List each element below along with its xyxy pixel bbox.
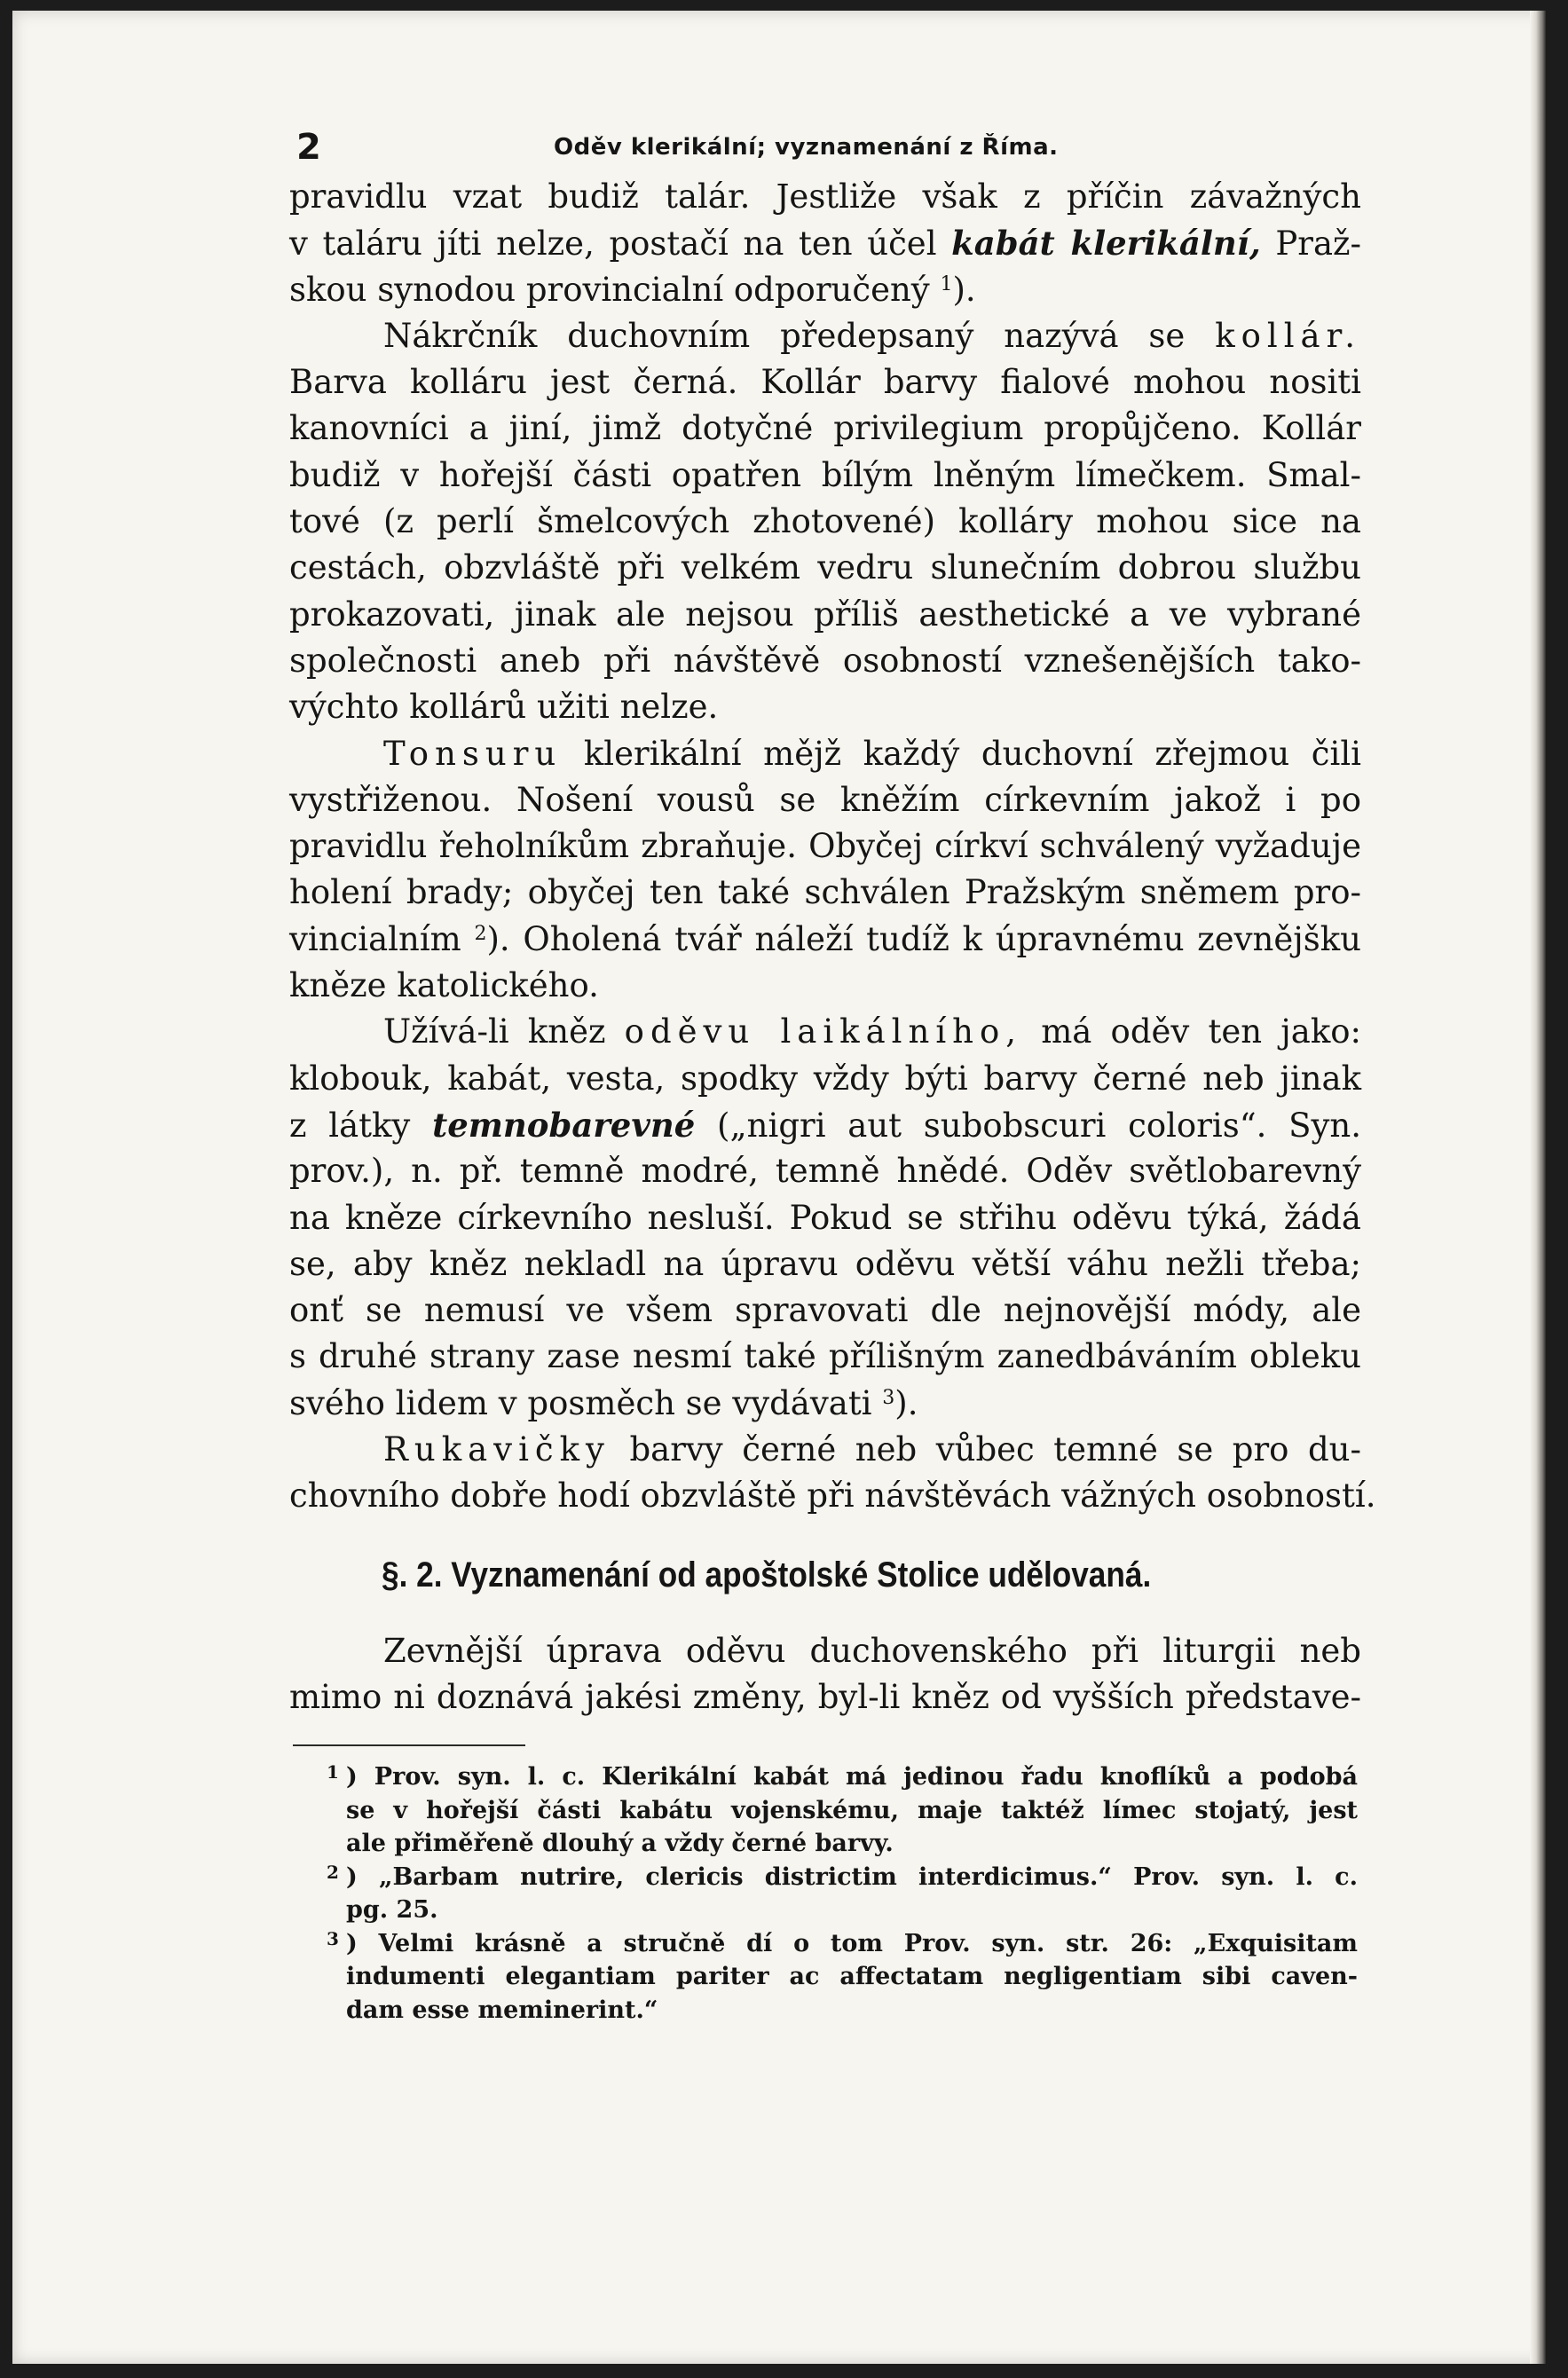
footnote-number: 2: [327, 1861, 339, 1883]
text-line: tové (z perlí šmelcových zhotovené) kolláry mohou sice na: [289, 502, 1361, 541]
text-line: v taláru jíti nelze, postačí na ten účel kabát klerikální, Praž-: [289, 224, 1361, 264]
emphasis-term: kabát klerikální,: [951, 224, 1261, 264]
footnote-line: ale přiměřeně dlouhý a vždy černé barvy.: [346, 1830, 894, 1857]
text-line: Rukavičky barvy černé neb vůbec temné se pro du-: [383, 1430, 1361, 1469]
main-text: [289, 174, 1376, 1520]
emphasis-term: temnobarevné: [432, 1105, 696, 1145]
text-line: výchto kollárů užiti nelze.: [289, 688, 719, 727]
text-line: skou synodou provincialní odporučený $^1$).: [289, 270, 976, 309]
footnote-line: se v hořejší části kabátu vojenskému, maje taktéž límec stojatý, jest: [346, 1796, 1358, 1824]
text-line: vincialním $^2$). Oholená tvář náleží tudíž k úpravnému zevnějšku: [289, 919, 1361, 958]
text-line: prokazovati, jinak ale nejsou příliš aesthetické a ve vybrané: [289, 594, 1361, 634]
spaced-term: Tonsuru: [383, 734, 563, 773]
footnote-number: 3: [327, 1927, 339, 1949]
footnote-ref: 1: [940, 272, 953, 295]
text-line: klobouk, kabát, vesta, spodky vždy býti barvy černé neb jinak: [289, 1059, 1361, 1098]
text-line: pravidlu řeholníkům zbraňuje. Obyčej církví schválený vyžaduje: [289, 827, 1361, 866]
footnote-line: 2 ) „Barbam nutrire, clericis districtim interdicimus.“ Prov. syn. l. c.: [327, 1861, 1358, 1891]
text-line: prov.), n. př. temně modré, temně hnědé. Oděv světlobarevný: [289, 1152, 1361, 1191]
text-line: Barva kolláru jest černá. Kollár barvy fialové mohou nositi: [289, 363, 1361, 402]
text-line: Zevnější úprava oděvu duchovenského při liturgii neb: [383, 1632, 1361, 1670]
running-head: Oděv klerikální; vyznamenání z Říma.: [554, 134, 1059, 161]
text-line: kněze katolického.: [289, 966, 599, 1005]
text-line: společnosti aneb při návštěvě osobností vznešenějších tako-: [289, 641, 1361, 680]
text-line: holení brady; obyčej ten také schválen Pražským sněmem pro-: [289, 873, 1361, 912]
footnote-ref: 2: [474, 922, 487, 945]
page-spine-shadow: [1530, 11, 1546, 2364]
text-line: budiž v hořejší části opatřen bílým lněným límečkem. Smal-: [289, 455, 1361, 494]
footnote-line: pg. 25.: [346, 1896, 438, 1924]
text-line: Užívá-li kněz oděvu laikálního, má oděv ten jako:: [383, 1012, 1361, 1051]
text-line: cestách, obzvláště při velkém vedru slunečním dobrou službu: [289, 548, 1361, 587]
main-text-continued: [289, 1628, 1361, 1721]
text-line: Nákrčník duchovním předepsaný nazývá se kollár.: [383, 316, 1361, 355]
footnote-line: dam esse meminerint.“: [346, 1996, 658, 2024]
spaced-term: Rukavičky: [383, 1430, 611, 1469]
text-line: se, aby kněz nekladl na úpravu oděvu větší váhu nežli třeba;: [289, 1244, 1361, 1283]
text-line: chovního dobře hodí obzvláště při návštěvách vážných osobností.: [289, 1476, 1376, 1516]
footnotes: [327, 1760, 1358, 2027]
footnote-ref: 3: [882, 1386, 895, 1409]
footnote-line: indumenti elegantiam pariter ac affectatam negligentiam sibi caven-: [346, 1963, 1358, 1990]
page-number: 2: [296, 127, 321, 168]
footnote-line: 3 ) Velmi krásně a stručně dí o tom Prov. syn. str. 26: „Exquisitam: [327, 1927, 1358, 1957]
text-line: pravidlu vzat budiž talár. Jestliže však z příčin závažných: [289, 177, 1361, 216]
text-line: vystřiženou. Nošení vousů se kněžím církevním jakož i po: [289, 780, 1361, 819]
text-line: onť se nemusí ve všem spravovati dle nejnovější módy, ale: [289, 1291, 1361, 1330]
footnote-line: 1 ) Prov. syn. l. c. Klerikální kabát má jedinou řadu knoflíků a podobá: [327, 1761, 1358, 1791]
section-heading: §. 2. Vyznamenání od apoštolské Stolice udělovaná.: [382, 1555, 1152, 1595]
text-line: Tonsuru klerikální mějž každý duchovní zřejmou čili: [383, 734, 1361, 773]
footnote-number: 1: [327, 1761, 339, 1783]
footnote-divider: [293, 1744, 525, 1746]
page-header: [296, 122, 1388, 172]
spaced-term: oděvu laikálního,: [624, 1012, 1023, 1051]
text-line: kanovníci a jiní, jimž dotyčné privilegium propůjčeno. Kollár: [289, 409, 1361, 448]
text-line: mimo ni doznává jakési změny, byl-li kněz od vyšších představe-: [289, 1678, 1361, 1717]
text-line: s druhé strany zase nesmí také přílišným zanedbáváním obleku: [289, 1337, 1361, 1376]
text-line: svého lidem v posměch se vydávati $^3$).: [289, 1383, 918, 1422]
spaced-term: kollár.: [1215, 316, 1361, 355]
text-line: z látky temnobarevné („nigri aut subobscuri coloris“. Syn.: [289, 1105, 1361, 1145]
text-line: na kněze církevního nesluší. Pokud se střihu oděvu týká, žádá: [289, 1198, 1361, 1237]
